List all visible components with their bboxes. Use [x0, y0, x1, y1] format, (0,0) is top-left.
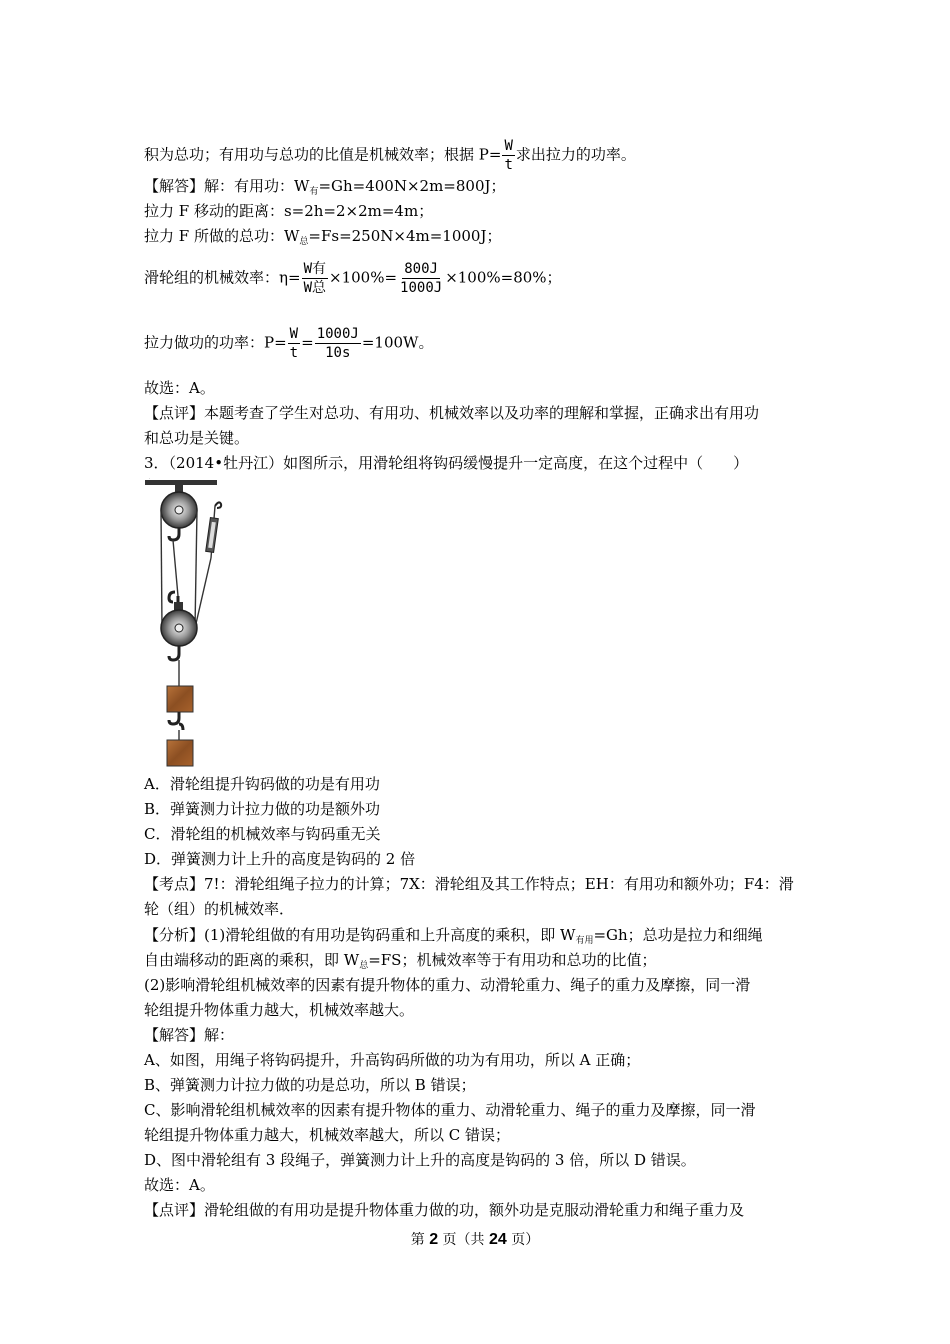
page-total: 24	[489, 1231, 507, 1248]
solution-3: C、影响滑轮组机械效率的因素有提升物体的重力、动滑轮重力、绳子的重力及摩擦，同一滑	[144, 1101, 756, 1119]
solution-0: 【解答】解：	[144, 1026, 235, 1044]
pulley-figure	[145, 478, 235, 770]
ceiling	[145, 478, 217, 485]
analysis-1: 【分析】(1)滑轮组做的有用功是钩码重和上升高度的乘积，即 $W_{有用}=Gh$；总功是拉力和细绳	[144, 926, 763, 946]
page-footer: 第 2 页（共 24 页）	[410, 1231, 540, 1248]
hook-weight-top	[167, 660, 193, 730]
comment-line: 【点评】滑轮组做的有用功是提升物体重力做的功，额外功是克服动滑轮重力和绳子重力及	[144, 1201, 745, 1219]
fixed-pulley	[161, 484, 197, 540]
line-8: 【点评】本题考查了学生对总功、有用功、机械效率以及功率的理解和掌握，正确求出有用功	[144, 404, 760, 422]
solution-1: A、如图，用绳子将钩码提升，升高钩码所做的功为有用功，所以 A 正确；	[144, 1051, 641, 1069]
line-1: 积为总功；有用功与总功的比值是机械效率；根据 P= $\frac{W}{t}$ 求出拉力的功率。	[144, 138, 636, 173]
line-7: 故选：A。	[144, 379, 215, 397]
solution-6: 故选：A。	[144, 1176, 215, 1194]
option-b: B．弹簧测力计拉力做的功是额外功	[144, 800, 381, 818]
fraction-values: $\frac{800J}{1000J}$	[400, 261, 443, 296]
fraction-efficiency: $\frac{\text{W有}}{\text{W总}}$	[303, 261, 326, 296]
line-3: 拉力 F 移动的距离：s=2h=2×2m=4m；	[144, 202, 434, 220]
option-d: D．弹簧测力计上升的高度是钩码的 2 倍	[144, 850, 416, 868]
line-2: 【解答】解：有用功：$W_有=Gh=400N\times 2m=800J$；	[144, 177, 506, 197]
line-9: 和总功是关键。	[144, 429, 250, 447]
option-a: A．滑轮组提升钩码做的功是有用功	[144, 775, 380, 793]
key-points-1: 【考点】7!：滑轮组绳子拉力的计算；7X：滑轮组及其工作特点；EH：有用功和额外功；F4：滑	[144, 875, 794, 893]
option-c: C．滑轮组的机械效率与钩码重无关	[144, 825, 381, 843]
movable-pulley	[161, 592, 197, 660]
line-efficiency: 滑轮组的机械效率：η= $\frac{\text{W有}}{\text{W总}}$ ×100%= $\frac{800J}{1000J}$ ×100%=80%；	[144, 261, 562, 296]
analysis-4: 轮组提升物体重力越大，机械效率越大。	[144, 1001, 415, 1019]
line-4: 拉力 F 所做的总功：$W_总=Fs=250N\times 4m=1000J$；	[144, 227, 502, 247]
solution-2: B、弹簧测力计拉力做的功是总功，所以 B 错误；	[144, 1076, 476, 1094]
analysis-3: (2)影响滑轮组机械效率的因素有提升物体的重力、动滑轮重力、绳子的重力及摩擦，同一滑	[144, 976, 751, 994]
solution-5: D、图中滑轮组有 3 段绳子，弹簧测力计上升的高度是钩码的 3 倍，所以 D 错误。	[144, 1151, 696, 1169]
key-points-2: 轮（组）的机械效率．	[144, 900, 295, 918]
fraction-power-values: $\frac{1000J}{10s}$	[316, 326, 359, 361]
solution-4: 轮组提升物体重力越大，机械效率越大，所以 C 错误；	[144, 1126, 511, 1144]
analysis-2: 自由端移动的距离的乘积，即 $W_总=FS$；机械效率等于有用功和总功的比值；	[144, 951, 657, 971]
fraction-w-over-t: $\frac{W}{t}$	[504, 138, 513, 173]
line-power: 拉力做功的功率：P= $\frac{W}{t}$ = $\frac{1000J}{10s}$ =100W。	[144, 326, 434, 361]
fraction-power: $\frac{W}{t}$	[289, 326, 299, 361]
question-3: 3．（2014•牡丹江）如图所示，用滑轮组将钩码缓慢提升一定高度，在这个过程中（ ）	[144, 454, 749, 472]
spring-scale	[206, 502, 221, 558]
ropes	[161, 510, 211, 628]
page-number: 2	[429, 1231, 439, 1248]
hook-weight-bottom	[167, 730, 193, 766]
